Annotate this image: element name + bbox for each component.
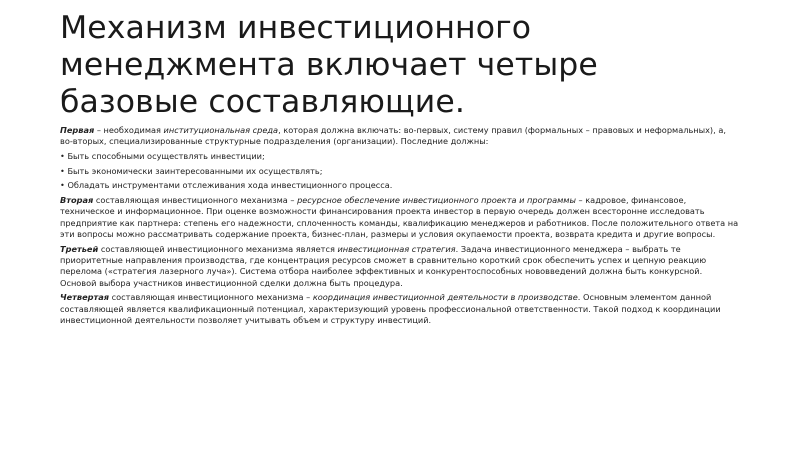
bullet-item: • Быть экономически заинтересованными их осуществлять; — [60, 166, 740, 177]
text: – кадровое, финансовое, техническое и информационное. При оценке возможности финансирования проекта инвестор в первую очередь должен всесторонне исследовать предприятие как партнера: степень его надежности, сплоченность команды, квалификацию менеджеров и работников. После положительного ответа на эти вопросы можно рассматривать содержание проекта, бизнес-план, размеры и условия окупаемости проекта, возврата кредита и другие вопросы. — [60, 195, 739, 239]
emphasis: институциональная среда — [163, 125, 279, 135]
slide-body — [60, 125, 740, 326]
text: – необходимая — [94, 125, 164, 135]
lead-second: Вторая — [60, 195, 94, 206]
bullet-item: • Быть способными осуществлять инвестиции; — [60, 151, 740, 162]
text: . Основным элементом данной составляющей является квалификационный потенциал, характеризующий уровень профессиональной ответственности. Такой подход к координации инвестиционной деятельности позволяет учитывать объем и структуру инвестиций. — [60, 292, 721, 325]
text: составляющей инвестиционного механизма является — [98, 243, 338, 254]
paragraph-fourth — [60, 292, 740, 326]
lead-third: Третьей — [60, 243, 99, 254]
paragraph-third — [60, 244, 740, 289]
emphasis: координация инвестиционной деятельности в производстве — [312, 292, 578, 303]
emphasis: ресурсное обеспечение инвестиционного проекта и программы — [297, 195, 576, 206]
emphasis: инвестиционная стратегия — [337, 243, 456, 254]
bullet-item: • Обладать инструментами отслеживания хода инвестиционного процесса. — [60, 180, 740, 191]
paragraph-first — [60, 125, 740, 148]
lead-fourth: Четвертая — [60, 292, 110, 303]
text: составляющая инвестиционного механизма – — [109, 292, 313, 303]
text: . Задача инвестиционного менеджера – выбрать те приоритетные направления производства, где концентрация ресурсов сможет в сравнительно короткий срок обеспечить успех и цепную реакцию перелома («стратегия лазерного луча»). Система отбора наиболее эффективных и конкурентоспособных нововведений должна быть конкурсной. Основой выбора участников инвестиционной сделки должна быть процедура. — [60, 243, 707, 288]
lead-first: Первая — [60, 125, 95, 135]
text: составляющая инвестиционного механизма – — [93, 195, 298, 206]
paragraph-second — [60, 195, 740, 240]
text: , которая должна включать: во-первых, систему правил (формальных – правовых и неформальных), а, во-вторых, специализированные структурные подразделения (организации). Последние должны: — [60, 125, 726, 147]
slide-title: Механизм инвестиционного менеджмента включает четыре базовые составляющие. — [60, 10, 598, 120]
